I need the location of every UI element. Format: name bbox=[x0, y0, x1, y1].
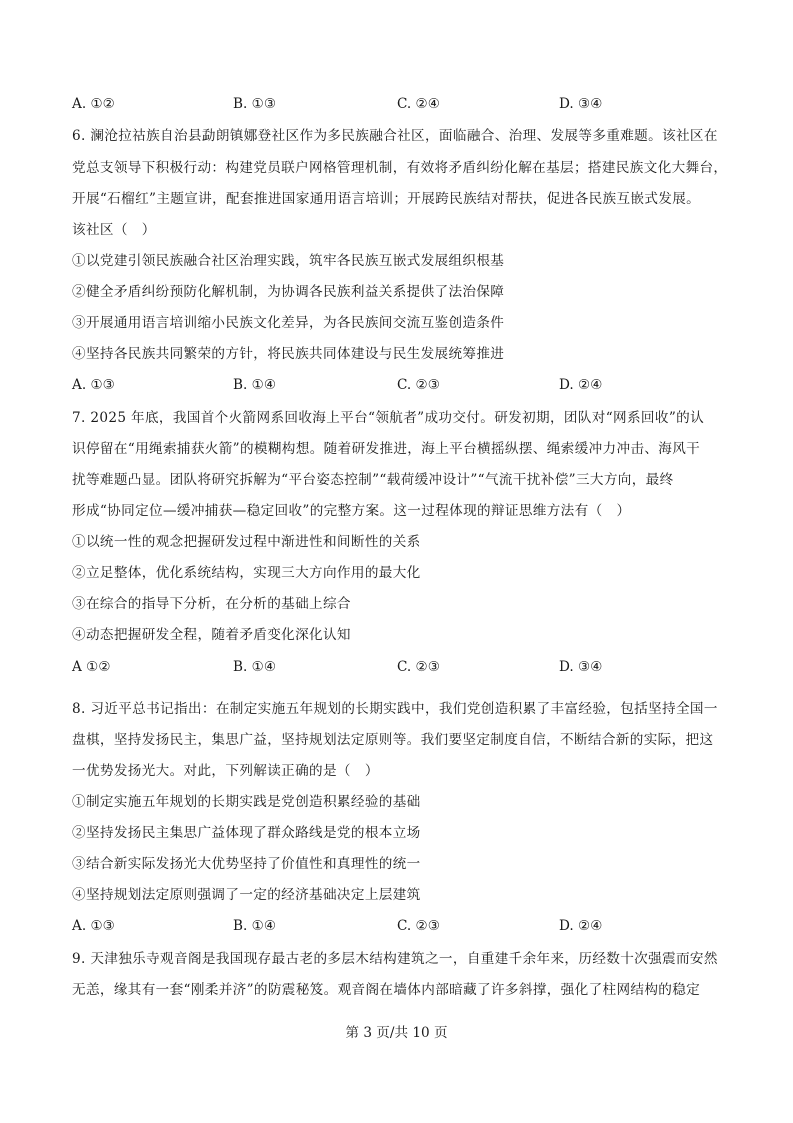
page-number: 第 3 页/共 10 页 bbox=[345, 1025, 448, 1041]
q8-stem-line: 8. 习近平总书记指出：在制定实施五年规划的长期实践中，我们党创造积累了丰富经验，包括坚持全国一 bbox=[72, 701, 718, 717]
option-c: C. ②③ bbox=[397, 377, 440, 393]
q6-choice: ③开展通用语言培训缩小民族文化差异，为各民族间交流互鉴创造条件 bbox=[72, 315, 505, 331]
option-b: B. ①④ bbox=[233, 918, 277, 934]
option-b: B. ①④ bbox=[233, 659, 277, 675]
q7-choice: ②立足整体，优化系统结构，实现三大方向作用的最大化 bbox=[72, 565, 421, 581]
option-d: D. ②④ bbox=[559, 918, 603, 934]
q6-stem-line: 党总支领导下积极行动：构建党员联户网格管理机制，有效将矛盾纠纷化解在基层；搭建民族文化大舞台， bbox=[72, 160, 728, 176]
option-c: C. ②③ bbox=[397, 918, 440, 934]
option-b: B. ①④ bbox=[233, 377, 277, 393]
q9-stem-line: 9. 天津独乐寺观音阁是我国现存最古老的多层木结构建筑之一，自重建千余年来，历经数十次强震而安然 bbox=[72, 951, 718, 967]
q7-stem-line: 识停留在“用绳索捕获火箭”的模糊构想。随着研发推进，海上平台横摇纵摆、绳索缓冲力冲击、海风干 bbox=[72, 441, 701, 457]
q5-options bbox=[72, 94, 732, 114]
option-b: B. ①③ bbox=[233, 96, 277, 112]
q6-stem-line: 开展“石榴红”主题宣讲，配套推进国家通用语言培训；开展跨民族结对帮扶，促进各民族互嵌式发展。 bbox=[72, 191, 701, 207]
option-d: D. ③④ bbox=[559, 659, 603, 675]
q7-choice: ④动态把握研发全程，随着矛盾变化深化认知 bbox=[72, 627, 351, 643]
option-a: A. ①② bbox=[72, 96, 115, 112]
q6-options bbox=[72, 375, 732, 395]
q7-stem-line: 7. 2025 年底，我国首个火箭网系回收海上平台“领航者”成功交付。研发初期，团队对“网系回收”的认 bbox=[72, 410, 705, 426]
q6-choice: ①以党建引领民族融合社区治理实践，筑牢各民族互嵌式发展组织根基 bbox=[72, 253, 505, 269]
q8-choice: ③结合新实际发扬光大优势坚持了价值性和真理性的统一 bbox=[72, 856, 421, 872]
option-d: D. ③④ bbox=[559, 96, 603, 112]
q6-stem-line: 该社区（ ） bbox=[72, 222, 156, 238]
q8-stem-line: 盘棋，坚持发扬民主，集思广益，坚持规划法定原则等。我们要坚定制度自信，不断结合新的实际，把这 bbox=[72, 732, 714, 748]
q9-stem-line: 无恙，缘其有一套“刚柔并济”的防震秘笈。观音阁在墙体内部暗藏了许多斜撑，强化了柱网结构的稳定 bbox=[72, 982, 701, 998]
q8-choice: ④坚持规划法定原则强调了一定的经济基础决定上层建筑 bbox=[72, 887, 421, 903]
q8-choice: ①制定实施五年规划的长期实践是党创造积累经验的基础 bbox=[72, 794, 421, 810]
q6-stem-line: 6. 澜沧拉祜族自治县勐朗镇娜登社区作为多民族融合社区，面临融合、治理、发展等多重难题。该社区在 bbox=[72, 128, 718, 144]
q7-choice: ①以统一性的观念把握研发过程中渐进性和间断性的关系 bbox=[72, 534, 421, 550]
option-c: C. ②③ bbox=[397, 659, 440, 675]
q8-options bbox=[72, 916, 732, 936]
q7-options bbox=[72, 657, 732, 677]
q7-choice: ③在综合的指导下分析，在分析的基础上综合 bbox=[72, 596, 351, 612]
q7-stem-line: 扰等难题凸显。团队将研究拆解为“平台姿态控制”“载荷缓冲设计”“气流干扰补偿”三大方向，最终 bbox=[72, 472, 674, 488]
option-c: C. ②④ bbox=[397, 96, 440, 112]
option-a: A ①② bbox=[72, 659, 111, 675]
q8-choice: ②坚持发扬民主集思广益体现了群众路线是党的根本立场 bbox=[72, 825, 421, 841]
option-a: A. ①③ bbox=[72, 918, 115, 934]
option-d: D. ②④ bbox=[559, 377, 603, 393]
q6-choice: ②健全矛盾纠纷预防化解机制，为协调各民族利益关系提供了法治保障 bbox=[72, 284, 505, 300]
option-a: A. ①③ bbox=[72, 377, 115, 393]
q8-stem-line: 一优势发扬光大。对此，下列解读正确的是（ ） bbox=[72, 763, 379, 779]
q7-stem-line: 形成“协同定位—缓冲捕获—稳定回收”的完整方案。这一过程体现的辩证思维方法有（ ） bbox=[72, 503, 631, 519]
q6-choice: ④坚持各民族共同繁荣的方针，将民族共同体建设与民生发展统筹推进 bbox=[72, 346, 505, 362]
